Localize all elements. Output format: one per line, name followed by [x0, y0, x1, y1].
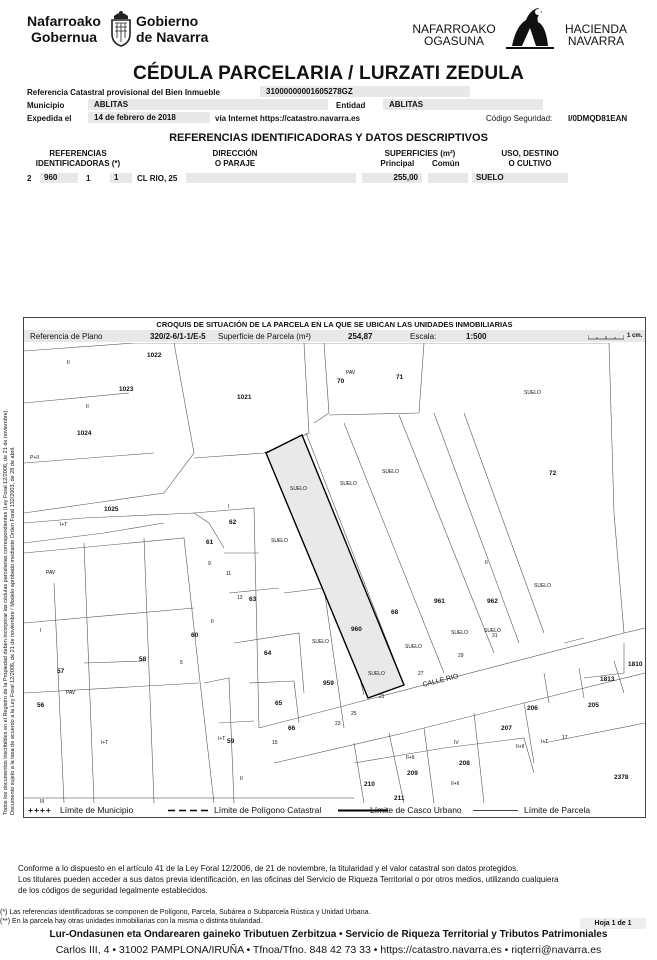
hacienda-navarra-logo	[408, 6, 633, 50]
plot-tag-i-t: I+T	[218, 736, 226, 742]
plot-tag-ii: II	[67, 360, 70, 366]
parcel-label-1810: 1810	[628, 661, 643, 668]
legal-notice-p2: Los titulares pueden acceder a sus datos previa identificación, en las oficinas del Servicio de Riqueza Territorial o por otros medios, utilizando cualquiera	[18, 875, 559, 884]
parcel-label-65: 65	[275, 700, 283, 707]
plot-tag-pav: PAV	[66, 690, 76, 696]
door-number-23: 23	[335, 721, 341, 727]
parcel-label-962: 962	[487, 598, 498, 605]
suelo-label-suelo: SUELO	[405, 644, 422, 650]
legend-municipio: Límite de Municipio	[60, 805, 134, 815]
suelo-label-suelo: SUELO	[451, 630, 468, 636]
page-indicator: Hoja 1 de 1	[580, 918, 646, 929]
plot-tag-ii: II	[211, 619, 214, 625]
footnote-2: (**) En la parcela hay otras unidades inmobiliarias con la misma o distinta titularidad.	[0, 918, 263, 925]
parcel-label-1021: 1021	[237, 394, 252, 401]
door-number-17: 17	[562, 735, 568, 741]
parcel-label-64: 64	[264, 650, 272, 657]
row-parcela: 960	[40, 173, 78, 183]
plot-tag-i-t: I+T	[101, 740, 109, 746]
service-line: Lur-Ondasunen eta Ondarearen gaineko Tributuen Zerbitzua • Servicio de Riqueza Territorial y Tributos Patrimoniales	[49, 929, 608, 940]
logo-right-line1-b: HACIENDA	[564, 22, 627, 36]
legend-parcela-line-icon	[473, 809, 518, 812]
parcel-label-961: 961	[434, 598, 445, 605]
row-subarea: 1	[86, 174, 91, 183]
parcel-label-209: 209	[407, 770, 418, 777]
parcel-label-68: 68	[391, 609, 399, 616]
parcel-label-58: 58	[139, 656, 147, 663]
footnote-1: (*) Las referencias identificadoras se componen de Polígono, Parcela, Subárea o Subparcela Rústica y Unidad Urbana.	[0, 909, 371, 916]
door-number-11: 11	[226, 571, 232, 577]
escala-value: 1:500	[466, 332, 487, 341]
parcel-label-1813: 1813	[600, 676, 615, 683]
door-number-13: 13	[237, 595, 243, 601]
side-note-1: Todos los documentos inscribibles en el Registro de la Propiedad deben incorporar las cédulas parcelarias correspondientes (Ley Foral 12/2006, de 21 de noviembre).	[3, 408, 9, 815]
suelo-label-suelo: SUELO	[382, 469, 399, 475]
row-sup-comun	[428, 173, 468, 183]
legend	[28, 805, 638, 816]
plot-tag-iv: IV	[454, 740, 459, 746]
plot-tag-iii: III	[40, 799, 45, 805]
logo-left-line2-a: Gobernua	[30, 29, 98, 45]
row-sup-principal: 255,00	[362, 173, 422, 183]
parcel-label-63: 63	[249, 596, 257, 603]
plot-tag-ii-ii: II+II	[451, 781, 460, 787]
door-number-25: 25	[351, 711, 357, 717]
header-referencias: REFERENCIAS IDENTIFICADORAS (*)	[35, 149, 121, 168]
parcel-label-210: 210	[364, 781, 375, 788]
row-unidad: 1	[110, 173, 132, 183]
parcel-label-959: 959	[323, 680, 334, 687]
logo-right-line2-b: NAVARRA	[567, 34, 625, 48]
expedida-value: 14 de febrero de 2018	[88, 112, 210, 123]
legend-municipio-symbol: ++++	[28, 805, 52, 815]
plot-tag-ii-ii: II+II	[516, 744, 525, 750]
parcel-label-61: 61	[206, 539, 214, 546]
header-direccion: DIRECCIÓN O PARAJE	[212, 149, 258, 168]
parcel-label-207: 207	[501, 725, 512, 732]
row-uso: SUELO	[472, 173, 568, 183]
plano-label: Referencia de Plano	[30, 332, 103, 341]
parcel-label-62: 62	[229, 519, 237, 526]
plot-tag-ii-ii: II+II	[406, 755, 415, 761]
suelo-label-suelo: SUELO	[524, 390, 541, 396]
suelo-label-suelo: SUELO	[290, 486, 307, 492]
door-number-9: 9	[208, 561, 211, 567]
plot-tag-ii: II	[485, 560, 488, 566]
parcel-label-205: 205	[588, 702, 599, 709]
parcel-label-1023: 1023	[119, 386, 134, 393]
escala-label: Escala:	[410, 332, 437, 341]
parcel-label-56: 56	[37, 702, 45, 709]
door-number-21: 21	[379, 694, 385, 700]
plot-tag-ii: II	[86, 404, 89, 410]
address-line: Carlos III, 4 • 31002 PAMPLONA/IRUÑA • Tfnoa/Tfno. 848 42 73 33 • https://catastro.navarra.es • riqterri@navarra.es	[55, 944, 602, 956]
ref-catastral-label: Referencia Catastral provisional del Bien Inmueble	[27, 88, 220, 97]
plot-tag-p-ii: P+II	[30, 455, 40, 461]
header-superficies: SUPERFICIES (m²) Principal Común	[380, 149, 460, 168]
door-number-29: 29	[458, 653, 464, 659]
header-uso: USO, DESTINO O CULTIVO	[501, 149, 559, 168]
parcel-label-60: 60	[191, 632, 199, 639]
internet-text: vía Internet https://catastro.navarra.es	[215, 114, 360, 123]
section-title: REFERENCIAS IDENTIFICADORAS Y DATOS DESCRIPTIVOS	[169, 132, 488, 144]
plot-tag-i-t: I+T	[60, 522, 68, 528]
plot-tag-pav: PAV	[346, 370, 356, 376]
codigo-seguridad-label: Código Seguridad:	[486, 114, 553, 123]
header-sup-principal: Principal	[380, 159, 415, 168]
plano-value: 320/2-6/1-1/E-5	[150, 332, 206, 341]
side-note-2: Documento sujeto a la tasa de acuerdo a la Ley Foral 12/2006, de 21 de noviembre / Modelo aprobado mediante Orden Foral 132/2003, de 28 de abril.	[10, 446, 16, 815]
parcel-label-1022: 1022	[147, 352, 162, 359]
logo-left-line1-a: Nafarroako	[27, 13, 101, 29]
parcel-label-208: 208	[459, 760, 470, 767]
suelo-label-suelo: SUELO	[312, 639, 329, 645]
scale-bar-icon	[588, 333, 624, 341]
plot-tag-pav: PAV	[46, 570, 56, 576]
door-number-5: 5	[180, 660, 183, 666]
parcel-label-1024: 1024	[77, 430, 92, 437]
municipio-value: ABLITAS	[88, 99, 328, 110]
logo-left-line1-b: Gobierno	[136, 13, 199, 29]
row-poligono: 2	[27, 174, 32, 183]
header-sup-comun: Común	[432, 159, 460, 168]
door-number-15: 15	[272, 740, 278, 746]
door-number-27: 27	[418, 671, 424, 677]
legal-notice	[18, 863, 648, 896]
logo-left-line2-b: de Navarra	[136, 29, 209, 45]
legal-notice-p1: Conforme a lo dispuesto en el artículo 41 de la Ley Foral 12/2006, de 21 de noviembre, la titularidad y el valor catastral son datos protegidos.	[18, 864, 519, 873]
parcel-label-70: 70	[337, 378, 345, 385]
legend-poligono: Límite de Polígono Catastral	[214, 805, 322, 815]
page-title: CÉDULA PARCELARIA / LURZATI ZEDULA	[133, 63, 524, 84]
entidad-label: Entidad	[336, 101, 366, 110]
parcel-label-2378: 2378	[614, 774, 629, 781]
door-number-31: 31	[492, 633, 498, 639]
scale-bar-label: 1 cm.	[627, 333, 643, 339]
logo-right-line1-a: NAFARROAKO	[412, 22, 496, 36]
plot-tag-i-t: I+T	[541, 739, 549, 745]
parcel-label-206: 206	[527, 705, 538, 712]
plot-tag-i: I	[40, 628, 42, 634]
street-label: CALLE RIO	[422, 673, 460, 689]
parcel-label-71: 71	[396, 374, 404, 381]
suelo-label-suelo: SUELO	[534, 583, 551, 589]
ref-catastral-value: 31000000001605278GZ	[260, 86, 470, 97]
entidad-value: ABLITAS	[383, 99, 543, 110]
parcel-label-59: 59	[227, 738, 235, 745]
navarra-coat-of-arms-icon	[108, 10, 134, 48]
parcel-label-72: 72	[549, 470, 557, 477]
row-direccion: CL RIO, 25	[137, 174, 178, 183]
expedida-label: Expedida el	[27, 114, 72, 123]
footnotes	[0, 908, 370, 926]
suelo-label-suelo: SUELO	[368, 671, 385, 677]
suelo-label-suelo: SUELO	[340, 481, 357, 487]
plot-tag-i: I	[228, 504, 230, 510]
parcel-label-960: 960	[351, 626, 362, 633]
map-title: CROQUIS DE SITUACIÓN DE LA PARCELA EN LA QUE SE UBICAN LAS UNIDADES INMOBILIARIAS	[156, 320, 513, 329]
parcel-label-211: 211	[394, 795, 405, 802]
plot-tag-ii: II	[240, 776, 243, 782]
gobierno-navarra-logo	[22, 10, 222, 50]
codigo-seguridad-value: I/0DMQD81EAN	[568, 114, 628, 123]
row-direccion-field	[186, 173, 356, 183]
superficie-value: 254,87	[348, 332, 373, 341]
superficie-label: Superficie de Parcela (m²)	[218, 332, 311, 341]
parcel-label-1025: 1025	[104, 506, 119, 513]
suelo-label-suelo: SUELO	[484, 628, 501, 634]
legend-casco: Límite de Casco Urbano	[370, 805, 462, 815]
parcel-label-57: 57	[57, 668, 65, 675]
legend-poligono-line-icon	[168, 809, 208, 812]
parcel-label-66: 66	[288, 725, 296, 732]
legal-notice-p3: de los códigos de seguridad legalmente establecidos.	[18, 886, 208, 895]
legend-parcela: Límite de Parcela	[524, 805, 591, 815]
logo-right-line2-a: OGASUNA	[423, 34, 484, 48]
suelo-label-suelo: SUELO	[271, 538, 288, 544]
municipio-label: Municipio	[27, 101, 65, 110]
hacienda-emblem-icon	[502, 6, 558, 50]
map-info-bar	[24, 330, 645, 342]
parcel-map	[24, 343, 645, 803]
